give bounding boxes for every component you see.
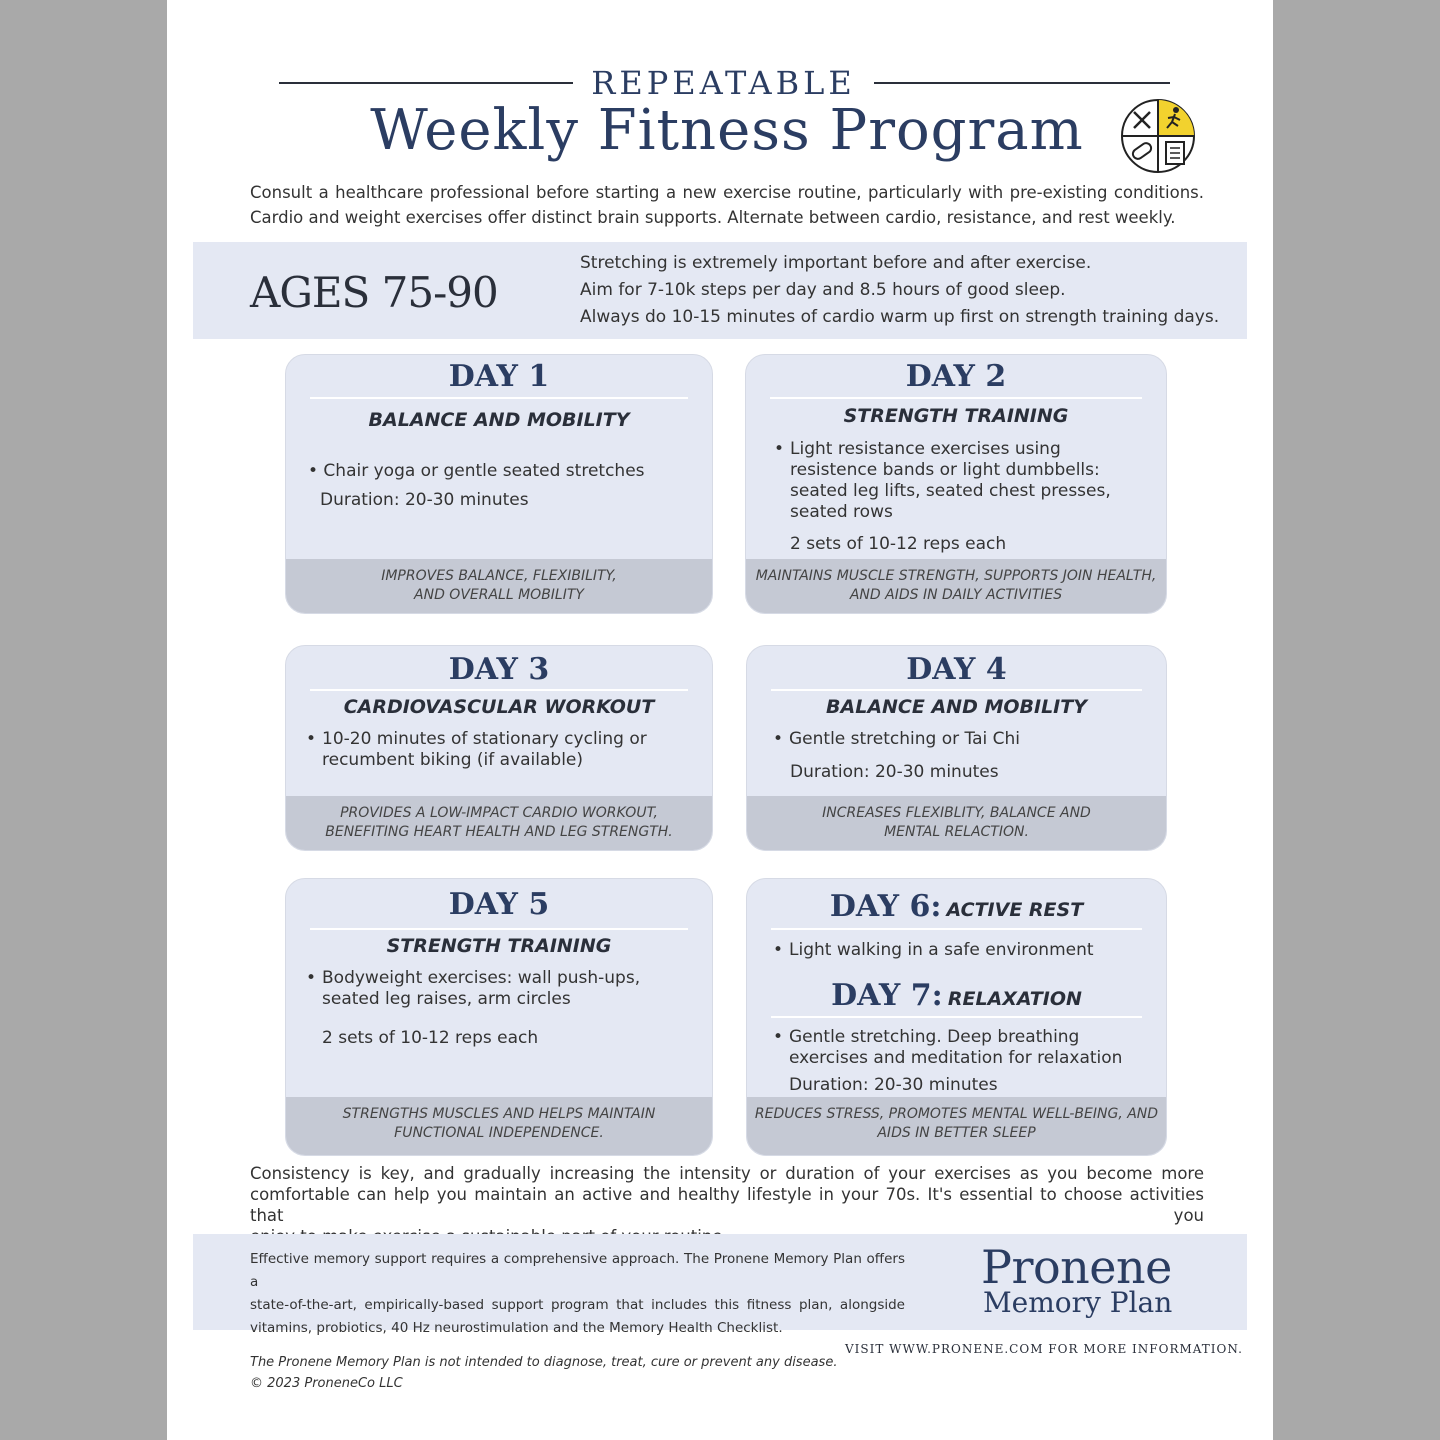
bullet-text: Light resistance exercises using resistence bands or light dumbbells: seated leg lifts, seated chest presses, seated rows (790, 439, 1111, 522)
card-divider (771, 1016, 1142, 1018)
brand-logo-name: Pronene (981, 1240, 1172, 1294)
day-subtitle: STRENGTH TRAINING (843, 405, 1069, 427)
bullet-text: 10-20 minutes of stationary cycling or recumbent biking (if available) (322, 729, 647, 770)
day-body (773, 729, 1143, 783)
day-7-title: DAY 7: (831, 978, 943, 1013)
header-rule-left (279, 82, 573, 84)
brand-line: state-of-the-art, empirically-based support program that includes this fitness plan, alongside (250, 1297, 905, 1313)
day-benefit (286, 1097, 712, 1155)
duration-text: Duration: 20-30 minutes (789, 1075, 998, 1095)
card-divider (771, 689, 1142, 691)
card-divider (771, 928, 1142, 930)
day-body (306, 968, 696, 1049)
day-6-title: DAY 6: (829, 889, 942, 924)
bullet-text: Bodyweight exercises: wall push-ups, seated leg raises, arm circles (322, 968, 641, 1009)
day-benefit (286, 796, 712, 850)
reps-text: 2 sets of 10-12 reps each (790, 534, 1007, 554)
benefit-line: AND OVERALL MOBILITY (414, 587, 584, 603)
intro-line-2: Cardio and weight exercises offer distinct brain supports. Alternate between cardio, resistance, and rest weekly. (250, 208, 1176, 227)
benefit-line: IMPROVES BALANCE, FLEXIBILITY, (381, 568, 617, 584)
benefit-line: AND AIDS IN DAILY ACTIVITIES (849, 587, 1063, 603)
card-divider (310, 928, 688, 930)
reps-text: 2 sets of 10-12 reps each (322, 1028, 539, 1048)
card-divider (310, 397, 688, 399)
duration-text: Duration: 20-30 minutes (320, 490, 529, 510)
header-rule-right (874, 82, 1170, 84)
day-3-card (285, 645, 713, 851)
intro-paragraph (250, 180, 1204, 230)
closing-line: Consistency is key, and gradually increasing the intensity or duration of your exercises as you become more (250, 1164, 1204, 1183)
disclaimer (250, 1352, 837, 1394)
bullet-text: Gentle stretching. Deep breathing exercises and meditation for relaxation (789, 1027, 1123, 1068)
benefit-line: BENEFITING HEART HEALTH AND LEG STRENGTH. (325, 824, 673, 840)
day-title: DAY 3 (448, 652, 550, 687)
day-2-card (745, 354, 1167, 614)
benefit-line: FUNCTIONAL INDEPENDENCE. (394, 1125, 604, 1141)
visit-link[interactable]: VISIT WWW.PRONENE.COM FOR MORE INFORMATION. (845, 1342, 1243, 1356)
brand-logo-subtitle: Memory Plan (983, 1286, 1173, 1319)
day-6-7-card (746, 878, 1167, 1156)
bullet-item: • Gentle stretching or Tai Chi (773, 729, 1021, 749)
tip-item: Stretching is extremely important before and after exercise. (580, 253, 1092, 273)
day-6-body (773, 940, 1143, 961)
card-divider (770, 397, 1142, 399)
benefit-line: MAINTAINS MUSCLE STRENGTH, SUPPORTS JOIN HEALTH, (755, 568, 1157, 584)
day-7-body (773, 1027, 1151, 1096)
day-benefit (286, 559, 712, 613)
page-title: Weekly Fitness Program (370, 98, 1084, 163)
ages-tips (580, 250, 1219, 331)
day-6-subtitle: ACTIVE REST (946, 899, 1084, 921)
bullet-item: • Gentle stretching. Deep breathing exercises and meditation for relaxation (773, 1027, 1151, 1069)
day-4-card (746, 645, 1167, 851)
header-kicker: REPEATABLE (591, 64, 856, 102)
day-subtitle: BALANCE AND MOBILITY (826, 696, 1087, 718)
brand-line: vitamins, probiotics, 40 Hz neurostimulation and the Memory Health Checklist. (250, 1320, 783, 1336)
benefit-line: STRENGTHS MUSCLES AND HELPS MAINTAIN (342, 1106, 656, 1122)
day-7-heading (747, 978, 1166, 1013)
disclaimer-text: The Pronene Memory Plan is not intended to diagnose, treat, cure or prevent any disease. (250, 1355, 838, 1370)
day-benefit (747, 1097, 1166, 1155)
bullet-text: • Chair yoga or gentle seated stretches (308, 461, 645, 481)
bullet-text: Light walking in a safe environment (789, 940, 1094, 960)
benefit-line: REDUCES STRESS, PROMOTES MENTAL WELL-BEING, AND (754, 1106, 1159, 1122)
tip-item: Aim for 7-10k steps per day and 8.5 hours of good sleep. (580, 280, 1066, 300)
day-benefit (747, 796, 1166, 850)
duration-text: Duration: 20-30 minutes (790, 762, 999, 782)
bullet-item: • Light resistance exercises using resistence bands or light dumbbells: seated leg lifts, seated chest presses, seated rows (774, 439, 1144, 523)
benefit-line: AIDS IN BETTER SLEEP (877, 1125, 1036, 1141)
day-benefit (746, 559, 1166, 613)
copyright-text: © 2023 ProneneCo LLC (250, 1376, 403, 1391)
tip-item: Always do 10-15 minutes of cardio warm up first on strength training days. (580, 307, 1220, 327)
card-divider (310, 689, 688, 691)
ages-label: AGES 75-90 (250, 268, 498, 317)
bullet-item: • Bodyweight exercises: wall push-ups, seated leg raises, arm circles (306, 968, 696, 1010)
benefit-line: INCREASES FLEXIBLITY, BALANCE AND (822, 805, 1091, 821)
day-title: DAY 4 (906, 652, 1007, 687)
day-7-subtitle: RELAXATION (947, 988, 1082, 1010)
benefit-line: MENTAL RELACTION. (884, 824, 1029, 840)
benefit-line: PROVIDES A LOW-IMPACT CARDIO WORKOUT, (340, 805, 658, 821)
bullet-item: • 10-20 minutes of stationary cycling or recumbent biking (if available) (306, 729, 686, 771)
day-body (308, 461, 698, 511)
intro-line-1: Consult a healthcare professional before starting a new exercise routine, particularly with pre-existing conditions. (250, 183, 1204, 202)
day-1-card (285, 354, 713, 614)
day-title: DAY 1 (448, 359, 550, 394)
bullet-item: • Light walking in a safe environment (773, 940, 1094, 960)
day-body (774, 439, 1144, 555)
bullet-text: Gentle stretching or Tai Chi (789, 729, 1021, 749)
day-title: DAY 2 (905, 359, 1007, 394)
closing-line: comfortable can help you maintain an active and healthy lifestyle in your 70s. It's essential to choose activities that you (250, 1185, 1204, 1225)
day-body (306, 729, 686, 771)
brand-description (250, 1248, 905, 1340)
day-6-heading (747, 889, 1166, 924)
document-page (167, 0, 1273, 1440)
day-subtitle: STRENGTH TRAINING (386, 935, 612, 957)
brand-line: Effective memory support requires a comprehensive approach. The Pronene Memory Plan offers a (250, 1251, 905, 1290)
day-subtitle: BALANCE AND MOBILITY (368, 409, 630, 431)
day-title: DAY 5 (448, 887, 550, 922)
day-5-card (285, 878, 713, 1156)
day-subtitle: CARDIOVASCULAR WORKOUT (343, 696, 655, 718)
fork-knife-runner-pills-checklist-icon (1120, 98, 1196, 174)
